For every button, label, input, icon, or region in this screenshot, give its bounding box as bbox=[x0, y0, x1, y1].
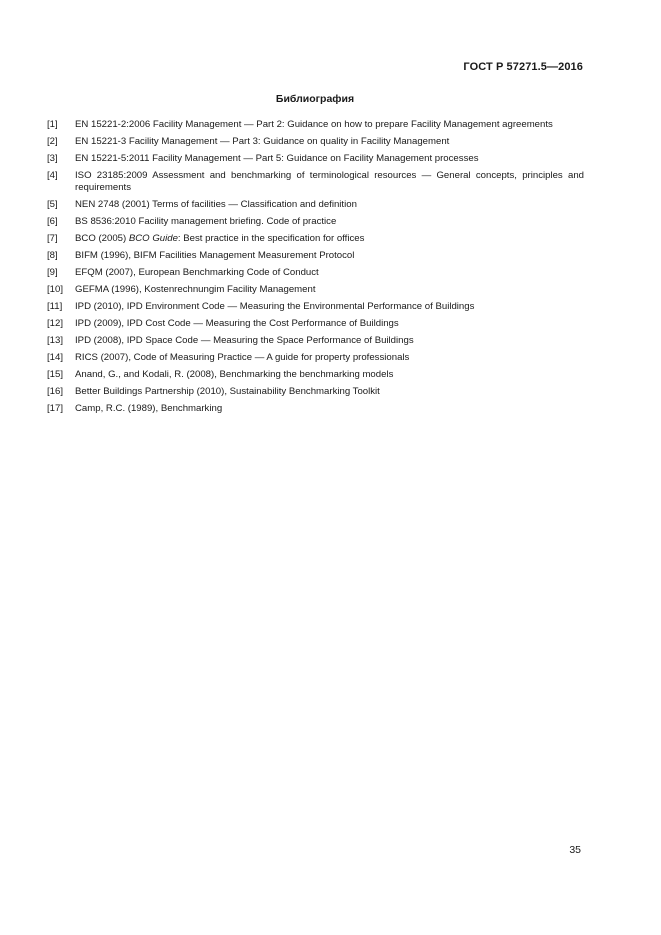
bibliography-entry bbox=[47, 386, 584, 398]
bibliography-entry bbox=[47, 301, 584, 313]
entry-number: [17] bbox=[47, 402, 64, 414]
bibliography-entry bbox=[47, 352, 584, 364]
entry-text: ISO 23185:2009 Assessment and benchmarking of terminological resources — General concepts, principles and requirements bbox=[75, 170, 584, 193]
bibliography-entry bbox=[47, 250, 584, 262]
entry-text: BIFM (1996), BIFM Facilities Management Measurement Protocol bbox=[75, 249, 355, 261]
entry-number: [10] bbox=[47, 283, 64, 295]
page-number: 35 bbox=[569, 844, 581, 856]
bibliography-entry bbox=[47, 267, 584, 279]
entry-number: [5] bbox=[47, 198, 58, 210]
entry-number: [1] bbox=[47, 119, 58, 130]
entry-text: EN 15221-2:2006 Facility Management — Part 2: Guidance on how to prepare Facility Management agreements bbox=[75, 119, 553, 130]
bibliography-entry bbox=[47, 170, 584, 193]
entry-number: [3] bbox=[47, 153, 58, 164]
entry-text: Camp, R.C. (1989), Benchmarking bbox=[75, 402, 223, 414]
entry-number: [8] bbox=[47, 249, 58, 261]
bibliography-entry bbox=[47, 199, 584, 211]
entry-text-before: BCO (2005) bbox=[75, 232, 129, 244]
bibliography-entry bbox=[47, 216, 584, 228]
entry-text: NEN 2748 (2001) Terms of facilities — Classification and definition bbox=[75, 198, 357, 210]
entry-text: IPD (2010), IPD Environment Code — Measuring the Environmental Performance of Buildings bbox=[75, 300, 475, 312]
bibliography-entry bbox=[47, 119, 584, 131]
entry-number: [11] bbox=[47, 300, 63, 312]
entry-text: BS 8536:2010 Facility management briefing. Code of practice bbox=[75, 215, 337, 227]
entry-number: [13] bbox=[47, 334, 64, 346]
bibliography-entry bbox=[47, 318, 584, 330]
entry-number: [14] bbox=[47, 351, 64, 363]
entry-text: EN 15221-3 Facility Management — Part 3: Guidance on quality in Facility Management bbox=[75, 136, 450, 147]
entry-number: [6] bbox=[47, 215, 58, 227]
entry-number: [16] bbox=[47, 385, 64, 397]
entry-number: [4] bbox=[47, 170, 58, 181]
entry-text bbox=[75, 233, 584, 245]
bibliography-entry bbox=[47, 369, 584, 381]
entry-number: [7] bbox=[47, 232, 58, 244]
entry-number: [2] bbox=[47, 136, 58, 147]
entry-number: [9] bbox=[47, 266, 58, 278]
entry-text: Better Buildings Partnership (2010), Sustainability Benchmarking Toolkit bbox=[75, 385, 380, 397]
bibliography-list bbox=[47, 119, 584, 420]
bibliography-entry bbox=[47, 284, 584, 296]
entry-italic-title: BCO Guide bbox=[128, 232, 178, 244]
section-title: Библиография bbox=[275, 93, 355, 105]
entry-text: EFQM (2007), European Benchmarking Code of Conduct bbox=[75, 266, 319, 278]
entry-text: Anand, G., and Kodali, R. (2008), Benchmarking the benchmarking models bbox=[75, 368, 394, 380]
bibliography-entry bbox=[47, 136, 584, 148]
entry-text: GEFMA (1996), Kostenrechnungim Facility Management bbox=[75, 283, 316, 295]
entry-text-after: : Best practice in the specification for offices bbox=[177, 232, 365, 244]
bibliography-entry bbox=[47, 153, 584, 165]
bibliography-entry bbox=[47, 335, 584, 347]
document-code: ГОСТ Р 57271.5—2016 bbox=[463, 61, 583, 73]
entry-text: IPD (2008), IPD Space Code — Measuring the Space Performance of Buildings bbox=[75, 334, 414, 346]
entry-text: IPD (2009), IPD Cost Code — Measuring the Cost Performance of Buildings bbox=[75, 317, 399, 329]
bibliography-entry bbox=[47, 403, 584, 415]
entry-number: [15] bbox=[47, 368, 64, 380]
entry-text: EN 15221-5:2011 Facility Management — Part 5: Guidance on Facility Management processes bbox=[75, 153, 479, 164]
entry-number: [12] bbox=[47, 317, 64, 329]
bibliography-entry bbox=[47, 233, 584, 245]
entry-text: RICS (2007), Code of Measuring Practice — A guide for property professionals bbox=[75, 351, 410, 363]
